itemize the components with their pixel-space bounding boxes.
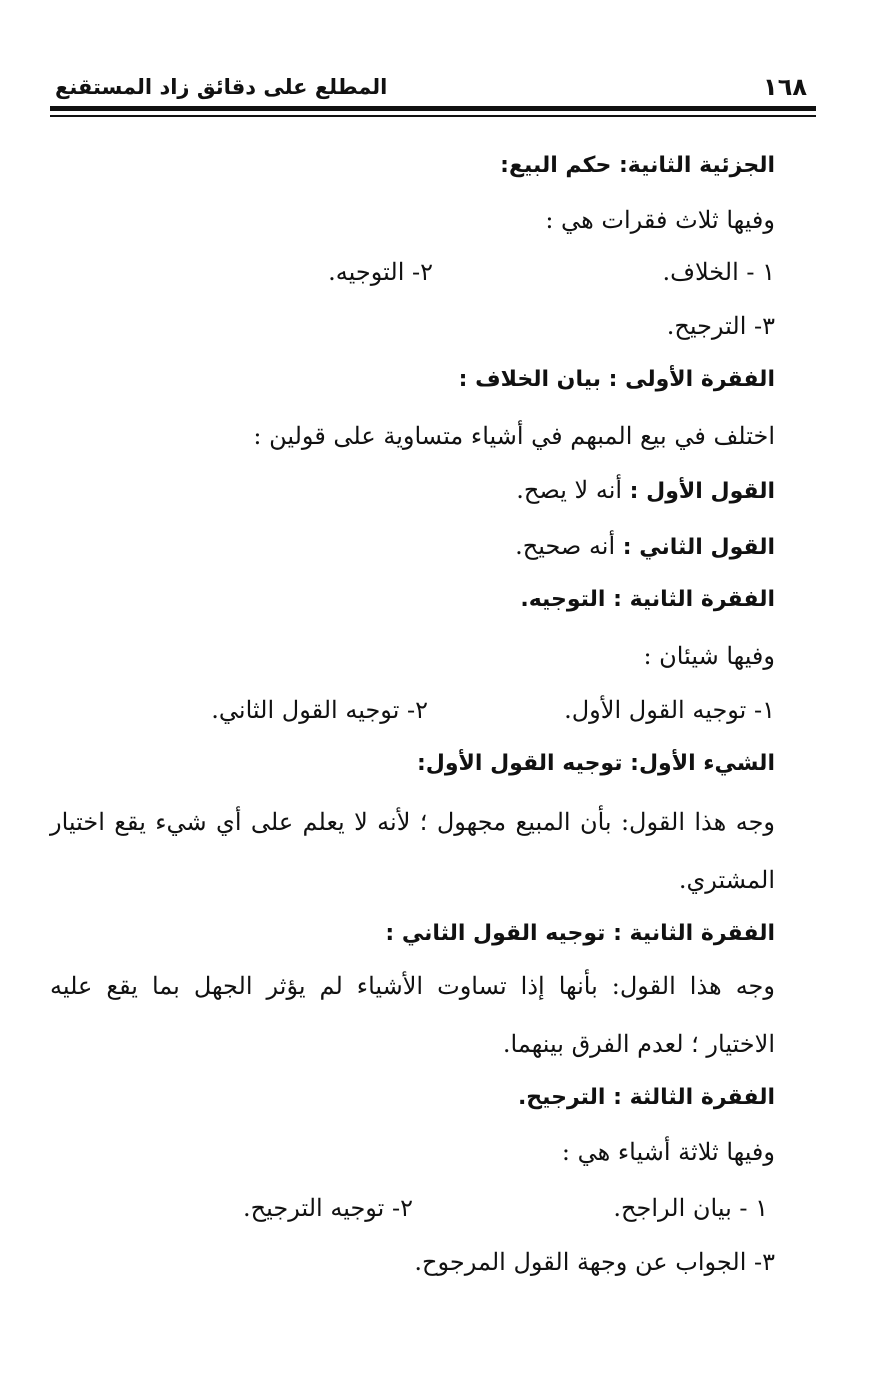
list-item: ٢- التوجيه. [328, 258, 433, 286]
header-rule-thin [50, 115, 816, 117]
paragraph-line [516, 468, 775, 512]
paragraph-line: وفيها شيئان : [643, 642, 775, 670]
list-item: ٣- الجواب عن وجهة القول المرجوح. [414, 1248, 775, 1276]
page-number: ١٦٨ [763, 73, 807, 101]
subsection-heading: الفقرة الثالثة : الترجيح. [517, 1085, 775, 1110]
paragraph-line: الاختيار ؛ لعدم الفرق بينهما. [502, 1030, 775, 1058]
label-text: أنه صحيح. [515, 532, 623, 560]
subsection-heading: الفقرة الأولى : بيان الخلاف : [458, 367, 775, 392]
list-item: ١ - الخلاف. [662, 258, 775, 286]
list-item: ١ - بيان الراجح. [613, 1194, 768, 1222]
label-text: أنه لا يصح. [516, 476, 630, 504]
subsection-heading: الفقرة الثانية : التوجيه. [520, 587, 775, 612]
subsection-heading: الشيء الأول: توجيه القول الأول: [416, 751, 775, 776]
header-rule-thick [50, 106, 816, 111]
paragraph-line: وفيها ثلاثة أشياء هي : [561, 1138, 775, 1166]
paragraph-line: وجه هذا القول: بأنها إذا تساوت الأشياء لم يؤثر الجهل بما يقع عليه [50, 972, 775, 1000]
list-item: ٢- توجيه الترجيح. [243, 1194, 413, 1222]
section-heading: الجزئية الثانية: حكم البيع: [500, 153, 775, 178]
list-item: ٢- توجيه القول الثاني. [211, 696, 428, 724]
subsection-heading: الفقرة الثانية : توجيه القول الثاني : [385, 921, 775, 946]
page-header [50, 72, 815, 102]
paragraph-line [515, 524, 775, 568]
paragraph-line: وفيها ثلاث فقرات هي : [545, 206, 775, 234]
label-bold: القول الثاني : [622, 535, 775, 560]
running-title: المطلع على دقائق زاد المستقنع [55, 75, 388, 99]
list-item: ١- توجيه القول الأول. [564, 696, 775, 724]
paragraph-line: وجه هذا القول: بأن المبيع مجهول ؛ لأنه لا يعلم على أي شيء يقع اختيار [50, 808, 775, 836]
list-item: ٣- الترجيح. [666, 312, 775, 340]
paragraph-line: اختلف في بيع المبهم في أشياء متساوية على قولين : [253, 422, 775, 450]
label-bold: القول الأول : [629, 479, 775, 504]
paragraph-line: المشتري. [678, 866, 775, 894]
